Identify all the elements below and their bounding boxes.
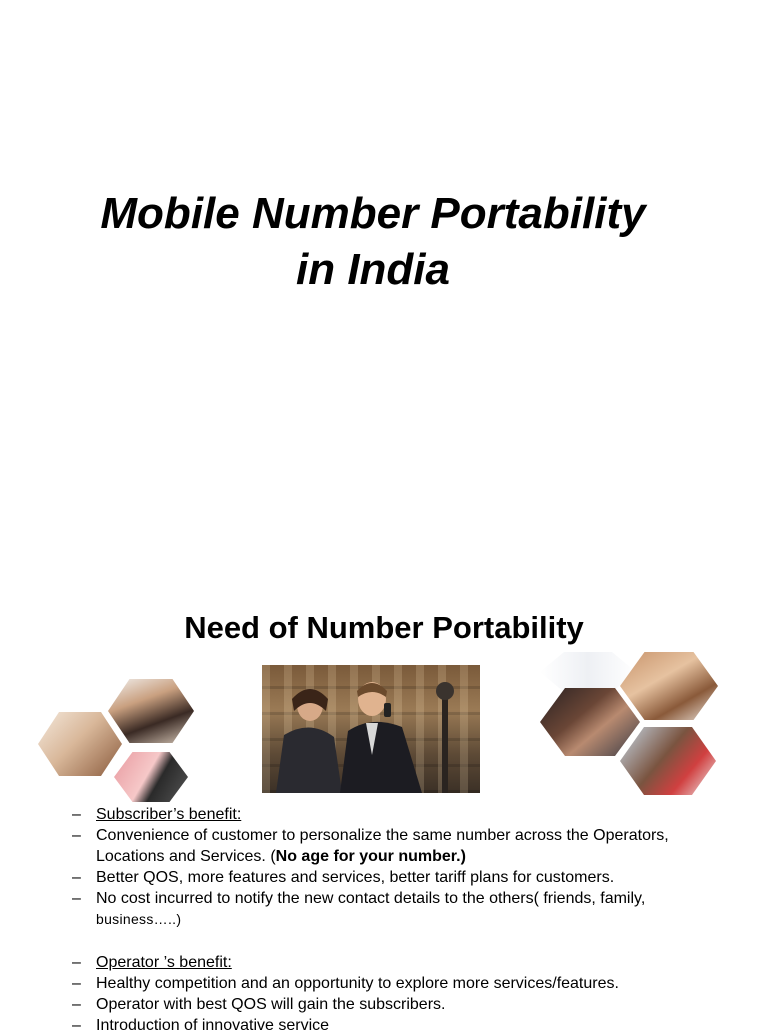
subscriber-benefit-heading: Subscriber’s benefit: bbox=[96, 806, 242, 823]
sub-item-3-line1: No cost incurred to notify the new contact details to the others( friends, family, bbox=[96, 890, 646, 907]
slide1-title-line1: Mobile Number Portability bbox=[100, 189, 646, 238]
photo-woman-on-phone bbox=[540, 688, 640, 756]
people-silhouette-icon bbox=[262, 665, 480, 793]
dash-marker: – bbox=[72, 806, 81, 823]
op-item-1: Healthy competition and an opportunity to explore more services/features. bbox=[96, 975, 619, 992]
photo-two-women-laptop bbox=[108, 679, 194, 743]
photo-woman-writing bbox=[38, 712, 122, 776]
list-item bbox=[72, 804, 732, 825]
list-item bbox=[72, 952, 732, 973]
dash-marker: – bbox=[72, 890, 81, 907]
sub-item-2: Better QOS, more features and services, better tariff plans for customers. bbox=[96, 869, 615, 886]
dash-marker: – bbox=[72, 1017, 81, 1034]
operator-benefit-heading: Operator ’s benefit: bbox=[96, 954, 232, 971]
dash-marker: – bbox=[72, 869, 81, 886]
list-item bbox=[72, 1015, 732, 1036]
list-item bbox=[72, 825, 732, 867]
dash-marker: – bbox=[72, 996, 81, 1013]
benefits-list bbox=[72, 804, 732, 1036]
dash-marker: – bbox=[72, 975, 81, 992]
photo-phone-keypad bbox=[114, 752, 188, 802]
slide1-title-line2: in India bbox=[296, 245, 450, 294]
dash-marker: – bbox=[72, 954, 81, 971]
list-item bbox=[72, 888, 732, 930]
sub-item-3-line2: business…..) bbox=[96, 911, 182, 927]
dash-marker: – bbox=[72, 827, 81, 844]
photo-business-people-on-phone bbox=[262, 665, 480, 793]
list-item bbox=[72, 867, 732, 888]
list-item bbox=[72, 973, 732, 994]
slide1-title bbox=[0, 186, 746, 298]
sub-item-1-bold: No age for your number.) bbox=[275, 848, 466, 865]
list-item bbox=[72, 994, 732, 1015]
photo-woman-headset bbox=[620, 652, 718, 720]
slide2-title: Need of Number Portability bbox=[184, 610, 584, 645]
op-item-3: Introduction of innovative service bbox=[96, 1017, 330, 1034]
op-item-2: Operator with best QOS will gain the subscribers. bbox=[96, 996, 446, 1013]
photo-child-laptop bbox=[620, 727, 716, 795]
sub-item-1-text: Convenience of customer to personalize the same number across the Operators, Locations and Services. ( bbox=[96, 827, 669, 865]
